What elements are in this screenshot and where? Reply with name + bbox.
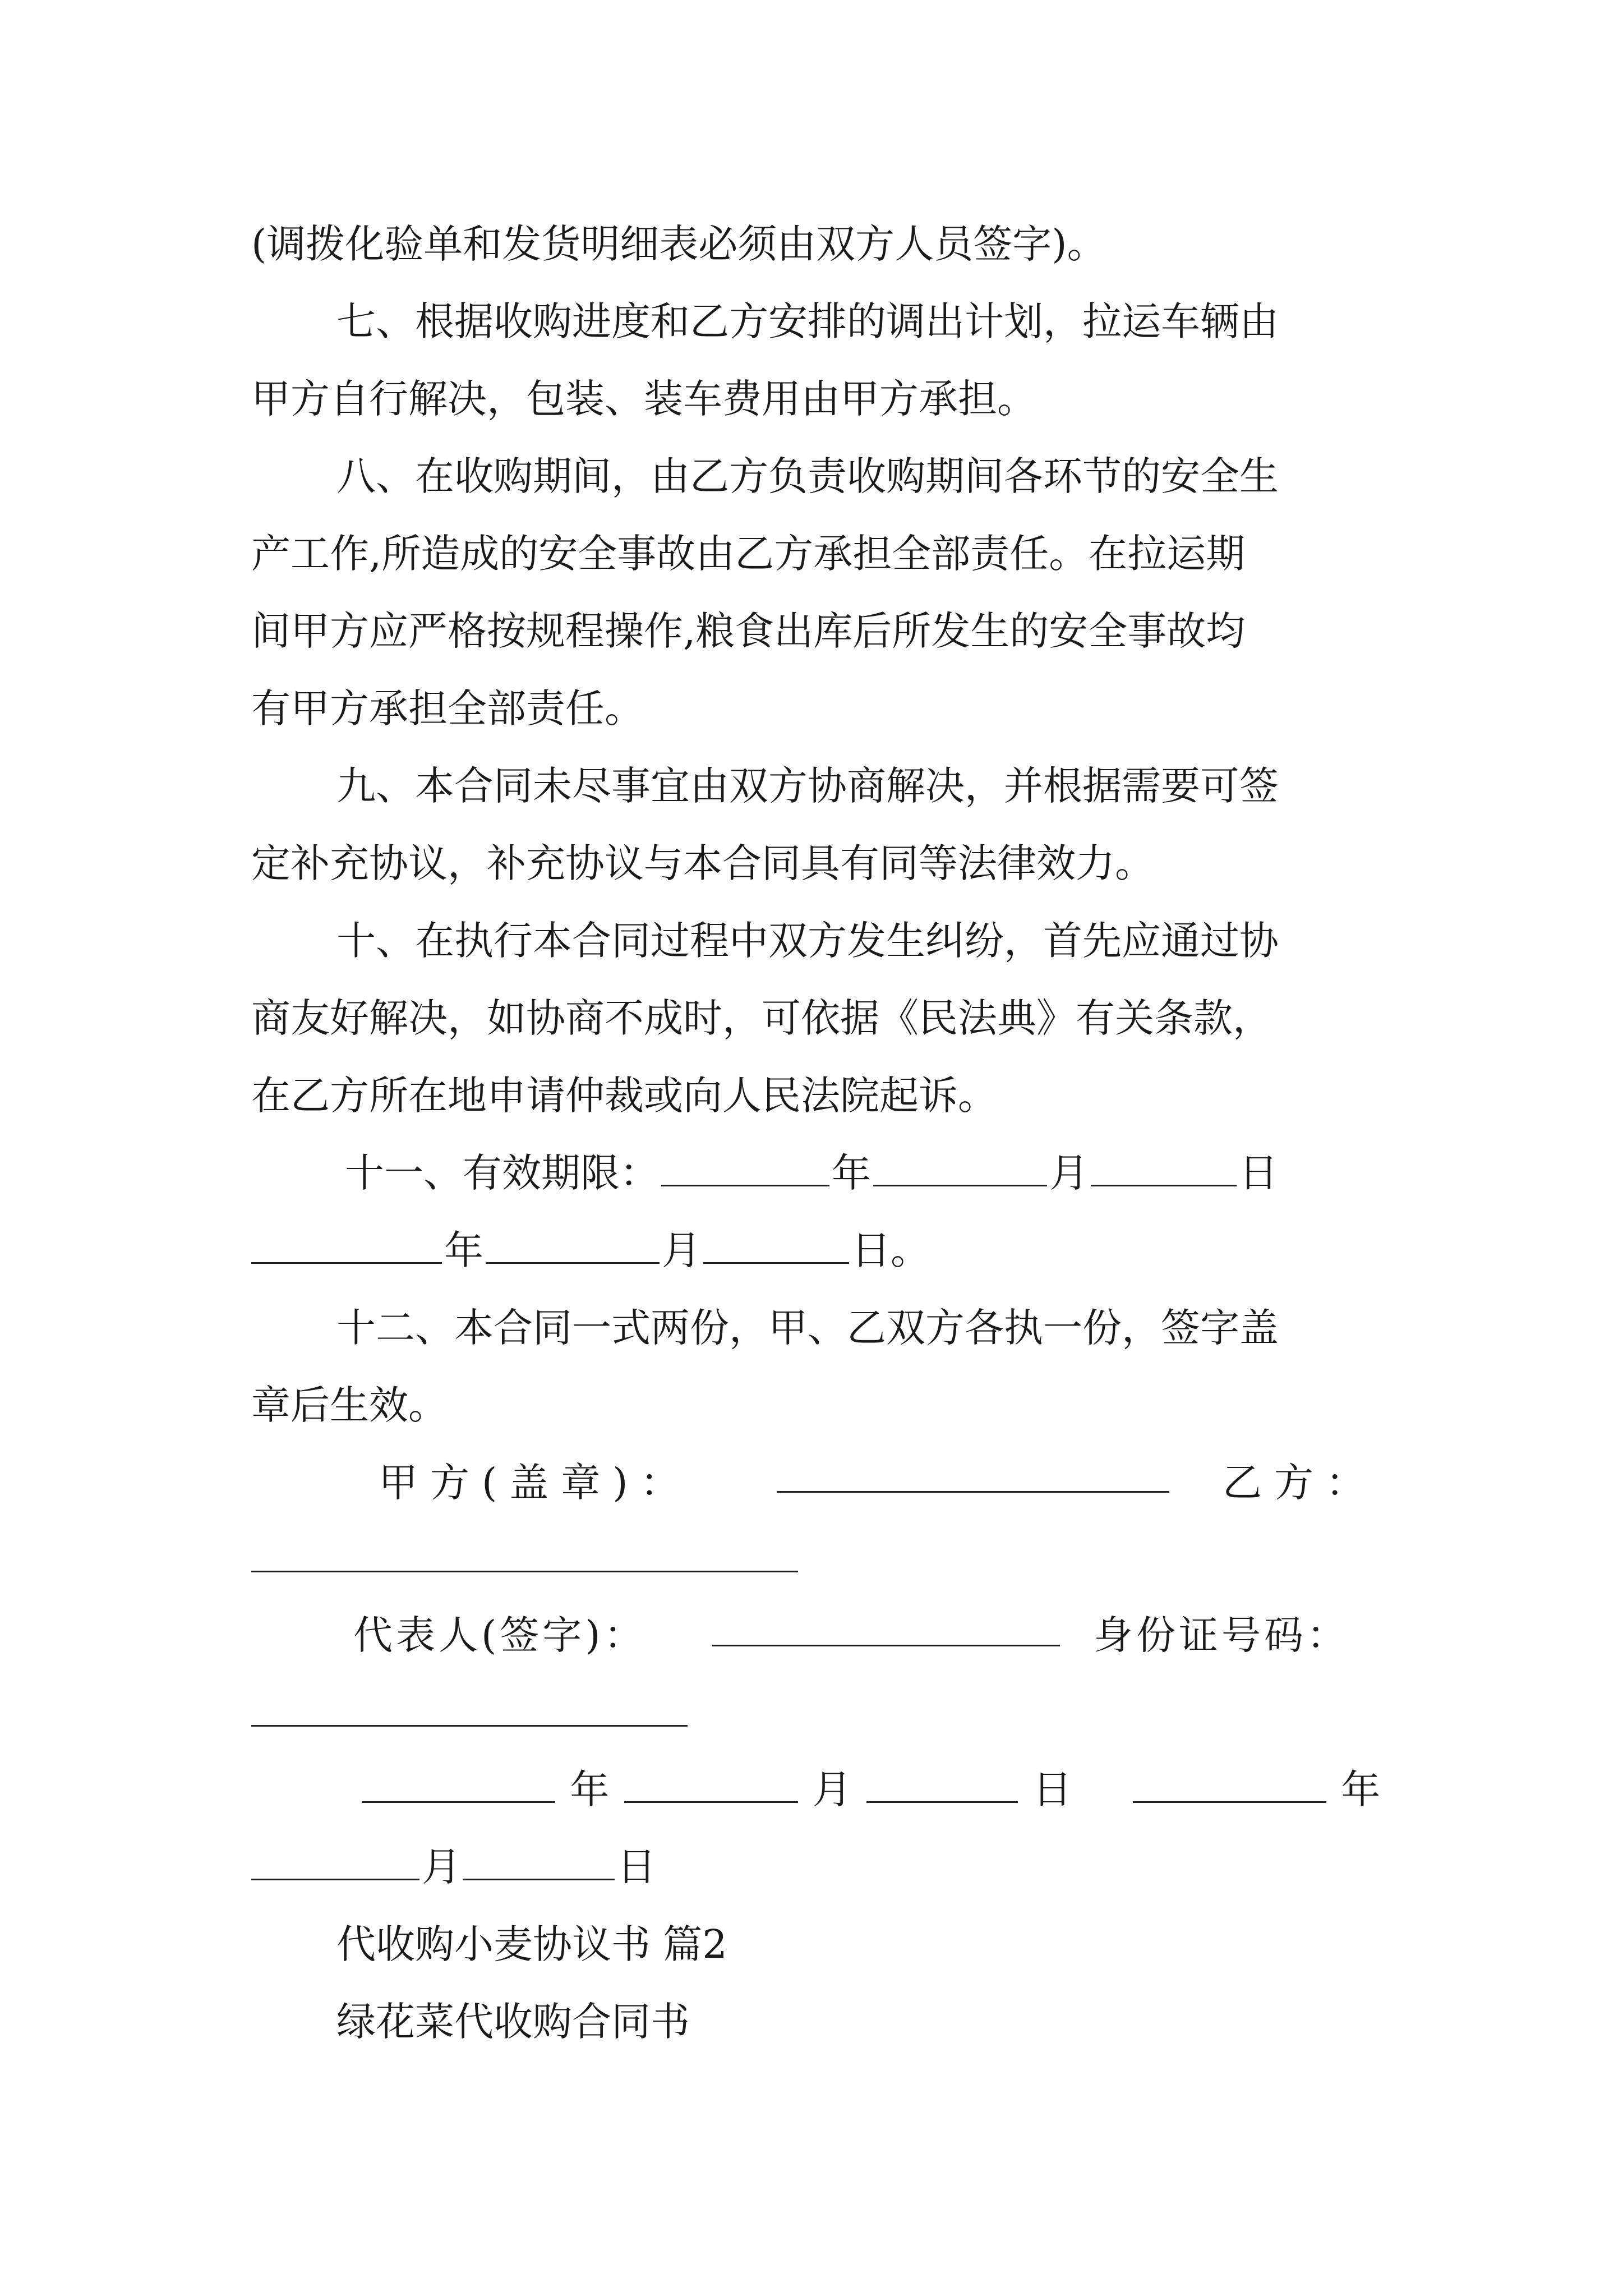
month-label: 月 (422, 1844, 461, 1890)
party-b-year-blank (1133, 1772, 1326, 1803)
clause-12-line-2: 章后生效。 (251, 1382, 448, 1428)
party-a-date (362, 1766, 1072, 1812)
start-year-blank (661, 1156, 829, 1186)
month-label: 月 (1049, 1150, 1089, 1196)
paragraph-6-tail: (调拨化验单和发货明细表必须由双方人员签字)。 (251, 221, 1106, 267)
clause-10-line-2: 商友好解决，如协商不成时，可依据《民法典》有关条款， (251, 995, 1272, 1041)
clause-9-line-1: 九、本合同未尽事宜由双方协商解决，并根据需要可签 (336, 763, 1279, 809)
party-a-month-blank (624, 1772, 798, 1803)
clause-8-line-4: 有甲方承担全部责任。 (251, 685, 644, 731)
contract-title: 绿花菜代收购合同书 (336, 1999, 690, 2045)
end-year-blank (251, 1233, 442, 1264)
year-label: 年 (444, 1227, 483, 1273)
id-number-label: 身份证号码： (1094, 1612, 1349, 1658)
clause-7-line-2: 甲方自行解决，包装、装车费用由甲方承担。 (251, 376, 1036, 422)
clause-10-line-3: 在乙方所在地申请仲裁或向人民法院起诉。 (251, 1073, 997, 1119)
id-number-blank (251, 1725, 688, 1727)
party-b-label: 乙方： (1223, 1460, 1377, 1506)
end-day-blank (703, 1233, 849, 1264)
representative-signature-blank (712, 1645, 1060, 1646)
month-label: 月 (812, 1766, 852, 1812)
clause-7-line-1: 七、根据收购进度和乙方安排的调出计划，拉运车辆由 (336, 298, 1279, 344)
year-label: 年 (570, 1766, 610, 1812)
clause-9-line-2: 定补充协议，补充协议与本合同具有同等法律效力。 (251, 840, 1154, 886)
day-end-label: 日。 (851, 1227, 930, 1273)
clause-8-line-1: 八、在收购期间，由乙方负责收购期间各环节的安全生 (336, 453, 1279, 499)
party-a-label: 甲方(盖章)： (379, 1460, 692, 1506)
day-label: 日 (617, 1844, 656, 1890)
clause-8-line-2: 产工作,所造成的安全事故由乙方承担全部责任。在拉运期 (251, 531, 1246, 577)
party-a-seal-blank (777, 1491, 1169, 1493)
clause-12-line-1: 十二、本合同一式两份，甲、乙双方各执一份，签字盖 (336, 1305, 1279, 1351)
day-label: 日 (1032, 1766, 1072, 1812)
day-label: 日 (1239, 1150, 1278, 1196)
party-a-year-blank (362, 1772, 555, 1803)
party-b-seal-blank (251, 1571, 798, 1572)
year-label: 年 (1341, 1766, 1381, 1812)
party-b-month-blank (251, 1849, 419, 1880)
party-a-signature-line (379, 1460, 692, 1506)
end-month-blank (486, 1233, 660, 1264)
party-b-day-blank (463, 1849, 615, 1880)
party-b-date-year (1133, 1766, 1381, 1812)
party-b-date-rest (251, 1844, 656, 1890)
clause-11-end-date (251, 1227, 930, 1273)
representative-label: 代表人(签字)： (353, 1612, 647, 1658)
party-a-day-blank (866, 1772, 1018, 1803)
clause-10-line-1: 十、在执行本合同过程中双方发生纠纷，首先应通过协 (336, 918, 1279, 964)
clause-11-validity (345, 1150, 1278, 1196)
clause-8-line-3: 间甲方应严格按规程操作,粮食出库后所发生的安全事故均 (251, 608, 1246, 654)
validity-label: 十一、有效期限： (345, 1150, 659, 1196)
start-month-blank (873, 1156, 1047, 1186)
start-day-blank (1091, 1156, 1237, 1186)
section-title: 代收购小麦协议书 篇2 (336, 1921, 727, 1967)
year-label: 年 (832, 1150, 871, 1196)
month-label: 月 (662, 1227, 701, 1273)
